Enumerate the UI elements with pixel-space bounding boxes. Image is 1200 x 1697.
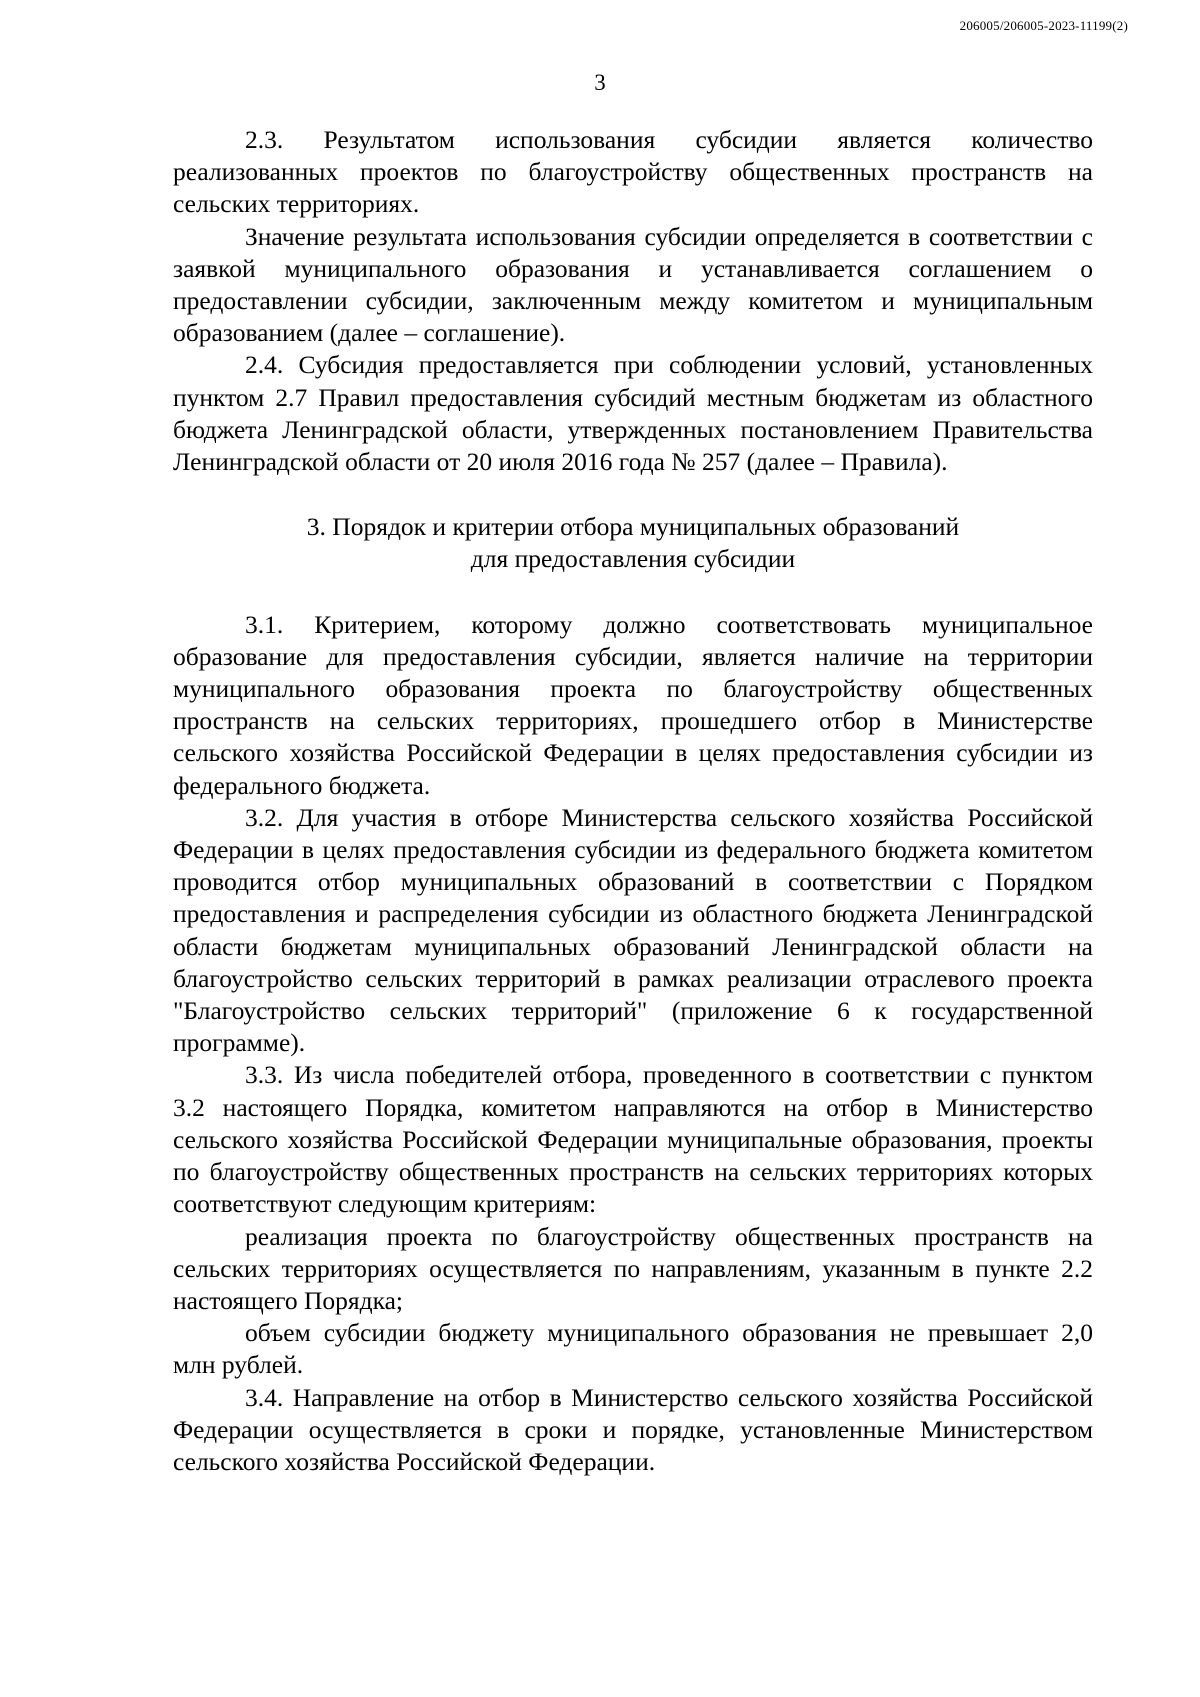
paragraph-criterion-directions: реализация проекта по благоустройству общественных пространств на сельских территориях осуществляется по направлениям, указанным в пункте 2.2 настоящего Порядка; bbox=[173, 1221, 1093, 1315]
section-heading bbox=[173, 511, 1093, 575]
paragraph-3-4: 3.4. Направление на отбор в Министерство сельского хозяйства Российской Федерации осуществляется в сроки и порядке, установленные Министерством сельского хозяйства Российской Федерации. bbox=[173, 1382, 1093, 1476]
paragraph-criterion-amount: объем субсидии бюджету муниципального образования не превышает 2,0 млн рублей. bbox=[173, 1318, 1093, 1380]
paragraph-2-4: 2.4. Субсидия предоставляется при соблюдении условий, установленных пунктом 2.7 Правил предоставления субсидий местным бюджетам из областного бюджета Ленинградской области, утвержденных постановлением Правительства Ленинградской области от 20 июля 2016 года № 257 (далее – Правила). bbox=[173, 350, 1093, 477]
document-id: 206005/206005-2023-11199(2) bbox=[959, 18, 1128, 33]
paragraph-result-value: Значение результата использования субсидии определяется в соответствии с заявкой муниципального образования и устанавливается соглашением о предоставлении субсидии, заключенным между комитетом и муниципальным образованием (далее – соглашение). bbox=[173, 221, 1093, 348]
section-heading-line-2: для предоставления субсидии bbox=[470, 544, 796, 574]
document-body bbox=[173, 124, 1093, 1478]
section-heading-line-1: 3. Порядок и критерии отбора муниципальных образований bbox=[306, 512, 960, 542]
paragraph-3-3: 3.3. Из числа победителей отбора, проведенного в соответствии с пунктом 3.2 настоящего Порядка, комитетом направляются на отбор в Министерство сельского хозяйства Российской Федерации муниципальные образования, проекты по благоустройству общественных пространств на сельских территориях которых соответствуют следующим критериям: bbox=[173, 1060, 1093, 1219]
paragraph-3-2: 3.2. Для участия в отборе Министерства сельского хозяйства Российской Федерации в целях предоставления субсидии из федерального бюджета комитетом проводится отбор муниципальных образований в соответствии с Порядком предоставления и распределения субсидии из областного бюджета Ленинградской области бюджетам муниципальных образований Ленинградской области на благоустройство сельских территорий в рамках реализации отраслевого проекта "Благоустройство сельских территорий" (приложение 6 к государственной программе). bbox=[173, 802, 1093, 1058]
paragraph-2-3: 2.3. Результатом использования субсидии является количество реализованных проектов по благоустройству общественных пространств на сельских территориях. bbox=[173, 125, 1093, 219]
page-number: 3 bbox=[594, 70, 606, 95]
paragraph-3-1: 3.1. Критерием, которому должно соответствовать муниципальное образование для предоставления субсидии, является наличие на территории муниципального образования проекта по благоустройству общественных пространств на сельских территориях, прошедшего отбор в Министерстве сельского хозяйства Российской Федерации в целях предоставления субсидии из федерального бюджета. bbox=[173, 609, 1093, 800]
